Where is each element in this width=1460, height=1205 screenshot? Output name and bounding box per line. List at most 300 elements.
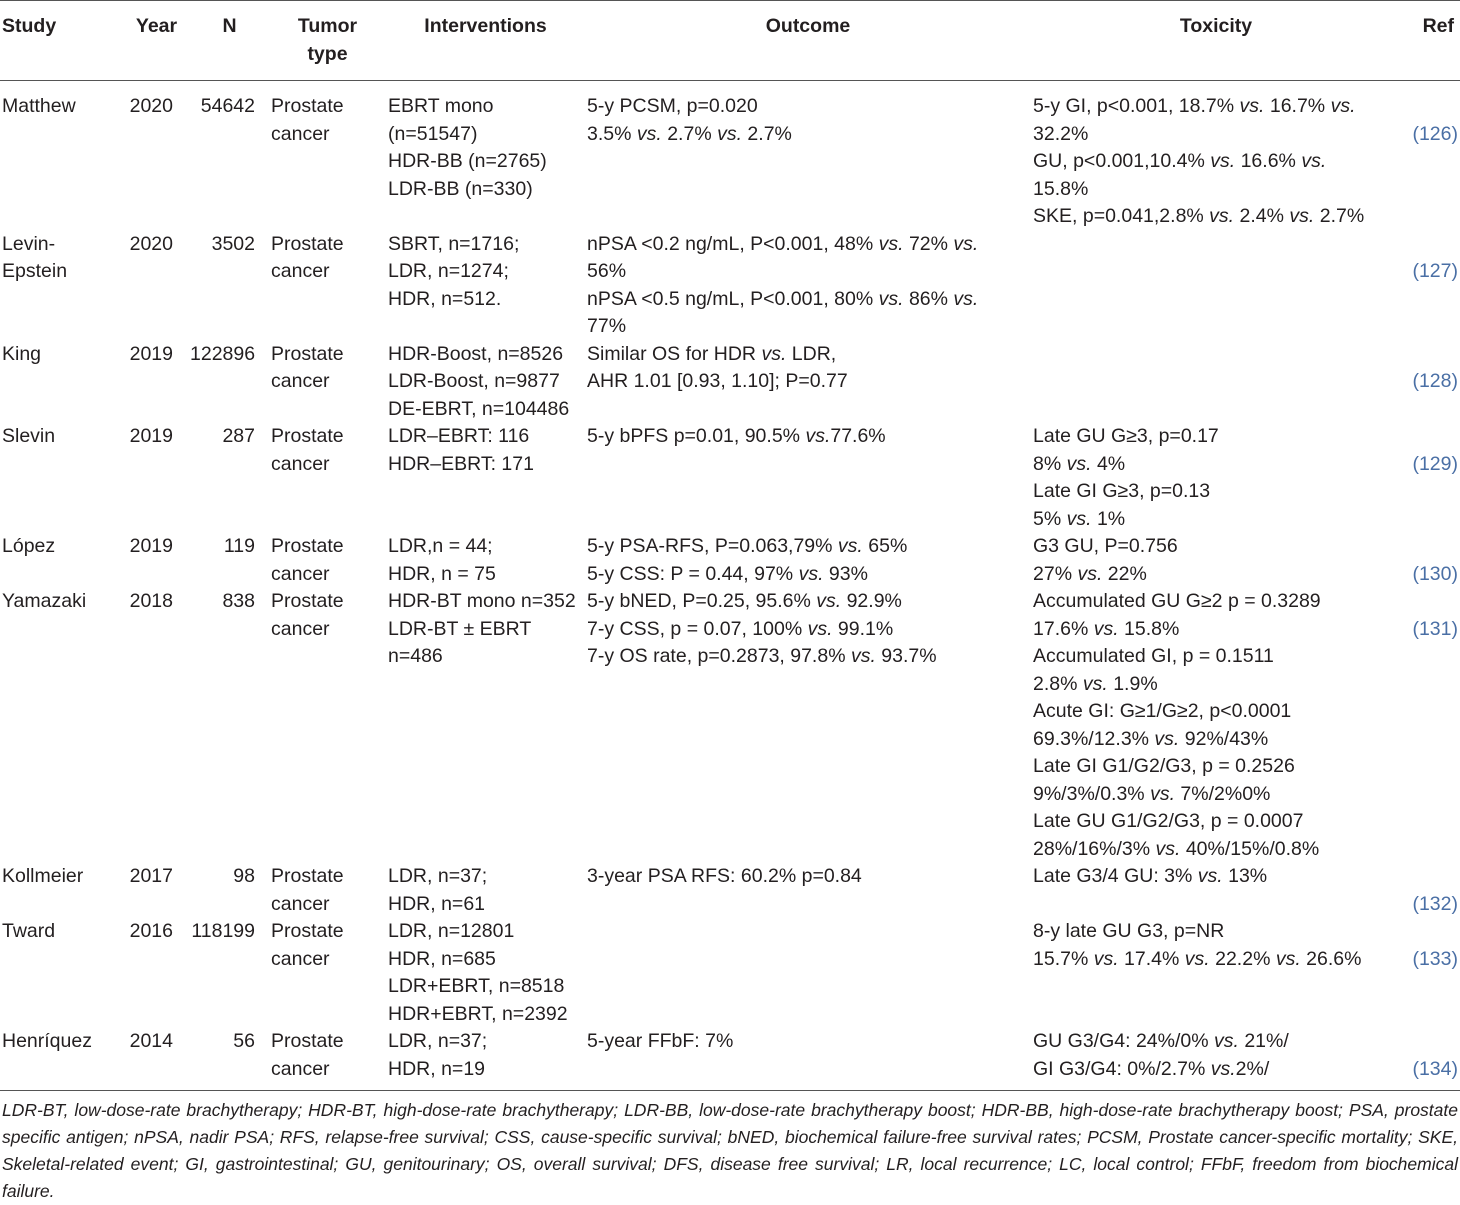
cell-study — [0, 81, 123, 231]
reference-link[interactable] — [1401, 231, 1460, 341]
text-run: 2.8% — [1033, 672, 1083, 695]
cell-interventions — [386, 341, 585, 424]
cell-outcome — [585, 588, 1031, 863]
cell-tumor-line: cancer — [271, 947, 330, 970]
text-run: 32.2% — [1033, 122, 1089, 145]
vs-text: vs. — [807, 617, 833, 640]
text-run: 13% — [1222, 865, 1268, 887]
cell-interventions — [386, 81, 585, 231]
reference-link[interactable] — [1401, 423, 1460, 533]
text-run: GU, p<0.001,10.4% — [1033, 150, 1211, 172]
text-run: 5-y bPFS p=0.01, 90.5% — [587, 425, 806, 447]
text-run: Acute GI: G≥1/G≥2, p<0.0001 — [1033, 700, 1292, 722]
header-ref: Ref — [1422, 15, 1454, 37]
cell-tumor-line: Prostate — [271, 342, 344, 365]
text-run: 93% — [823, 562, 868, 585]
text-run: SKE, p=0.041,2.8% — [1033, 205, 1210, 227]
reference-link[interactable] — [1401, 863, 1460, 918]
cell-toxicity-line — [1033, 148, 1401, 176]
cell-interventions-line: DE-EBRT, n=104486 — [388, 397, 570, 420]
text-run: 5% — [1033, 507, 1067, 530]
table-header — [0, 1, 1460, 81]
reference-number[interactable]: (134) — [1412, 1057, 1458, 1080]
vs-text: vs. — [1301, 150, 1327, 172]
header-tumor-type-line2: type — [307, 42, 348, 65]
cell-outcome — [585, 918, 1031, 1028]
text-run: Late G3/4 GU: 3% — [1033, 865, 1198, 887]
cell-study-line: Slevin — [2, 425, 56, 447]
cell-interventions-line: LDR-Boost, n=9877 — [388, 370, 560, 392]
text-run: 1% — [1091, 507, 1126, 530]
table-row — [0, 863, 1460, 918]
cell-study-line: Kollmeier — [2, 865, 84, 887]
vs-text: vs. — [1210, 1057, 1236, 1080]
text-run: Late GI G≥3, p=0.13 — [1033, 480, 1211, 502]
cell-interventions-line: n=486 — [388, 645, 443, 667]
text-run: 92.9% — [841, 590, 902, 612]
text-run: 2%/ — [1235, 1057, 1270, 1080]
cell-interventions-line: LDR, n=1274; — [388, 260, 509, 282]
cell-year: 2019 — [129, 342, 173, 365]
text-run: 17.4% — [1118, 947, 1185, 970]
text-run: 16.7% — [1264, 95, 1331, 117]
cell-toxicity — [1031, 423, 1401, 533]
reference-number[interactable]: (126) — [1412, 122, 1458, 145]
text-run: 1.9% — [1107, 672, 1158, 695]
cell-toxicity — [1031, 533, 1401, 588]
cell-outcome — [585, 423, 1031, 533]
cell-n: 118199 — [191, 920, 255, 942]
cell-outcome-line — [587, 121, 1031, 149]
vs-text: vs. — [1275, 947, 1301, 970]
cell-outcome — [585, 533, 1031, 588]
header-toxicity: Toxicity — [1179, 15, 1253, 37]
header-interventions: Interventions — [424, 15, 547, 37]
cell-toxicity-line — [1033, 203, 1401, 231]
vs-text: vs. — [1209, 205, 1235, 227]
text-run: 7%/2%0% — [1175, 782, 1271, 805]
cell-interventions-line: HDR, n=19 — [388, 1057, 486, 1080]
cell-tumor-line: cancer — [271, 1057, 330, 1080]
table-row — [0, 341, 1460, 424]
text-run: nPSA <0.5 ng/mL, P<0.001, 80% — [587, 287, 879, 310]
cell-outcome-line — [587, 423, 1031, 451]
cell-toxicity-line — [1033, 781, 1401, 809]
cell-toxicity-line — [1033, 451, 1401, 479]
cell-tumor — [269, 533, 386, 588]
text-run: 2.4% — [1234, 205, 1290, 227]
vs-text: vs. — [1150, 782, 1175, 805]
cell-n: 54642 — [200, 95, 255, 117]
vs-text: vs. — [1184, 947, 1210, 970]
text-run: 8% — [1033, 452, 1067, 475]
cell-study-line: Epstein — [2, 260, 68, 282]
cell-toxicity-line — [1033, 533, 1401, 561]
cell-toxicity-line — [1033, 753, 1401, 781]
cell-year: 2017 — [129, 865, 173, 887]
cell-n: 98 — [233, 865, 255, 887]
cell-tumor-line: cancer — [271, 452, 330, 475]
cell-study — [0, 918, 123, 1028]
cell-toxicity-line — [1033, 1056, 1401, 1084]
cell-interventions — [386, 1028, 585, 1091]
cell-toxicity — [1031, 863, 1401, 918]
cell-n: 838 — [222, 590, 255, 612]
cell-interventions — [386, 918, 585, 1028]
cell-toxicity — [1031, 341, 1401, 424]
cell-toxicity — [1031, 231, 1401, 341]
cell-interventions-line: HDR-Boost, n=8526 — [388, 342, 564, 365]
cell-outcome-line — [587, 561, 1031, 589]
text-run: 40%/15%/0.8% — [1180, 837, 1320, 860]
cell-year: 2016 — [129, 920, 173, 942]
cell-study — [0, 588, 123, 863]
table-row — [0, 231, 1460, 341]
text-run: 15.8% — [1033, 177, 1089, 200]
text-run: 77% — [587, 315, 627, 337]
cell-interventions-line: LDR+EBRT, n=8518 — [388, 975, 565, 997]
cell-interventions-line: LDR–EBRT: 116 — [388, 425, 530, 447]
cell-toxicity-line — [1033, 918, 1401, 946]
header-n: N — [222, 15, 237, 37]
cell-interventions-line: LDR-BT ± EBRT — [388, 617, 532, 640]
cell-year: 2020 — [129, 232, 173, 255]
cell-outcome — [585, 863, 1031, 918]
cell-interventions-line: LDR-BB (n=330) — [388, 177, 533, 200]
text-run: 5-y bNED, P=0.25, 95.6% — [587, 590, 817, 612]
text-run: 17.6% — [1033, 617, 1094, 640]
header-row — [0, 1, 1460, 81]
text-run: GU G3/G4: 24%/0% — [1033, 1030, 1214, 1052]
text-run: 3-year PSA RFS: 60.2% p=0.84 — [587, 865, 862, 887]
cell-tumor-line: Prostate — [271, 590, 344, 612]
cell-year: 2014 — [123, 1028, 190, 1091]
cell-tumor-line: cancer — [271, 122, 330, 145]
text-run: 5-y PCSM, p=0.020 — [587, 95, 758, 117]
vs-text: vs. — [878, 287, 904, 310]
vs-text: vs. — [1066, 452, 1092, 475]
table-row — [0, 918, 1460, 1028]
text-run: 15.8% — [1118, 617, 1180, 640]
table-row — [0, 1028, 1460, 1091]
vs-text: vs. — [1155, 837, 1181, 860]
text-run: 2.7% — [661, 122, 718, 145]
cell-tumor-line: Prostate — [271, 95, 344, 117]
cell-toxicity-line — [1033, 616, 1401, 644]
cell-study — [0, 423, 123, 533]
reference-number[interactable]: (131) — [1412, 617, 1458, 640]
cell-outcome-line — [587, 533, 1031, 561]
text-run: 5-y PSA-RFS, P=0.063,79% — [587, 535, 838, 557]
text-run: 22% — [1102, 562, 1147, 585]
cell-interventions-line: HDR-BB (n=2765) — [388, 150, 547, 172]
cell-interventions-line: HDR, n=61 — [388, 892, 486, 915]
reference-number[interactable]: (130) — [1412, 562, 1458, 585]
text-run: 77.6% — [830, 425, 886, 447]
reference-link[interactable] — [1401, 588, 1460, 863]
text-run: 2.7% — [1314, 205, 1365, 227]
cell-study-line: Matthew — [2, 95, 76, 117]
cell-interventions-line: HDR, n = 75 — [388, 562, 496, 585]
cell-toxicity — [1031, 918, 1401, 1028]
text-run: GI G3/G4: 0%/2.7% — [1033, 1057, 1211, 1080]
vs-text: vs. — [798, 562, 824, 585]
cell-interventions — [386, 423, 585, 533]
cell-toxicity-line — [1033, 588, 1401, 616]
cell-toxicity-line — [1033, 478, 1401, 506]
cell-interventions-line: HDR+EBRT, n=2392 — [388, 1002, 568, 1025]
vs-text: vs. — [878, 232, 904, 255]
cell-toxicity-line — [1033, 671, 1401, 699]
cell-toxicity-line — [1033, 836, 1401, 864]
reference-number[interactable]: (129) — [1412, 452, 1458, 475]
cell-outcome-line — [587, 1028, 1031, 1056]
cell-toxicity — [1031, 588, 1401, 863]
cell-study — [0, 341, 123, 424]
text-run: 72% — [903, 232, 954, 255]
cell-outcome-line — [587, 368, 1031, 396]
cell-tumor — [269, 863, 386, 918]
reference-number[interactable]: (133) — [1412, 947, 1458, 970]
text-run: 9%/3%/0.3% — [1033, 782, 1151, 805]
cell-year: 2018 — [129, 590, 173, 612]
cell-tumor-line: Prostate — [271, 1030, 344, 1052]
text-run: Late GI G1/G2/G3, p = 0.2526 — [1033, 755, 1295, 777]
cell-interventions-line: HDR–EBRT: 171 — [388, 452, 534, 475]
text-run: 5-y CSS: P = 0.44, 97% — [587, 562, 799, 585]
text-run: nPSA <0.2 ng/mL, P<0.001, 48% — [587, 232, 879, 255]
cell-toxicity-line — [1033, 506, 1401, 534]
cell-outcome-line — [587, 258, 1031, 286]
text-run: 22.2% — [1209, 947, 1276, 970]
text-run: 5-year FFbF: 7% — [587, 1030, 734, 1052]
cell-tumor-line: cancer — [271, 562, 330, 585]
cell-interventions-line: LDR, n=12801 — [388, 920, 515, 942]
cell-toxicity-line — [1033, 698, 1401, 726]
table-row — [0, 588, 1460, 863]
cell-toxicity-line — [1033, 1028, 1401, 1056]
vs-text: vs. — [837, 535, 863, 557]
cell-year: 2019 — [129, 535, 173, 557]
vs-text: vs. — [636, 122, 662, 145]
cell-study-line: Yamazaki — [2, 590, 87, 612]
text-run: 16.6% — [1235, 150, 1302, 172]
cell-outcome-line — [587, 93, 1031, 121]
vs-text: vs. — [953, 287, 979, 310]
cell-toxicity-line — [1033, 423, 1401, 451]
cell-interventions-line: HDR, n=512. — [388, 287, 502, 310]
reference-number[interactable]: (127) — [1412, 260, 1458, 282]
cell-tumor-line: Prostate — [271, 535, 344, 557]
cell-outcome-line — [587, 616, 1031, 644]
vs-text: vs. — [761, 342, 787, 365]
text-run: LDR, — [786, 342, 837, 365]
cell-study-line: Levin- — [2, 232, 56, 255]
cell-year: 2020 — [129, 95, 173, 117]
cell-outcome-line — [587, 231, 1031, 259]
cell-study — [0, 533, 123, 588]
vs-text: vs. — [1330, 95, 1356, 117]
text-run: 93.7% — [875, 645, 937, 667]
cell-toxicity-line — [1033, 808, 1401, 836]
vs-text: vs. — [1077, 562, 1103, 585]
text-run: 21%/ — [1238, 1030, 1289, 1052]
vs-text: vs. — [717, 122, 743, 145]
cell-n: 119 — [223, 535, 255, 557]
cell-tumor — [269, 81, 386, 231]
cell-outcome-line — [587, 286, 1031, 314]
cell-tumor — [269, 423, 386, 533]
reference-link[interactable] — [1401, 81, 1460, 231]
cell-toxicity-line — [1033, 643, 1401, 671]
cell-outcome — [585, 1028, 1031, 1091]
vs-text: vs. — [1289, 205, 1315, 227]
header-year: Year — [135, 15, 178, 37]
cell-toxicity-line — [1033, 561, 1401, 589]
cell-study — [0, 1028, 123, 1091]
cell-tumor — [269, 1028, 386, 1091]
text-run: Similar OS for HDR — [587, 342, 762, 365]
text-run: 15.7% — [1033, 947, 1094, 970]
text-run: 69.3%/12.3% — [1033, 727, 1155, 750]
cell-interventions — [386, 231, 585, 341]
cell-tumor-line: Prostate — [271, 232, 344, 255]
cell-toxicity — [1031, 1028, 1401, 1091]
header-outcome: Outcome — [765, 15, 851, 37]
text-run: 7-y CSS, p = 0.07, 100% — [587, 617, 808, 640]
cell-n: 3502 — [211, 232, 255, 255]
cell-outcome — [585, 231, 1031, 341]
text-run: 3.5% — [587, 122, 637, 145]
text-run: 99.1% — [832, 617, 894, 640]
reference-number[interactable]: (132) — [1412, 892, 1458, 915]
text-run: 28%/16%/3% — [1033, 837, 1156, 860]
text-run: 5-y GI, p<0.001, 18.7% — [1033, 95, 1240, 117]
reference-link[interactable] — [1401, 918, 1460, 1028]
cell-year: 2019 — [129, 425, 173, 447]
cell-interventions-line: LDR,n = 44; — [388, 535, 493, 557]
cell-outcome-line — [587, 588, 1031, 616]
cell-outcome-line — [587, 863, 1031, 891]
cell-tumor-line: cancer — [271, 892, 330, 915]
cell-tumor — [269, 588, 386, 863]
cell-toxicity-line — [1033, 176, 1401, 204]
cell-interventions-line: HDR-BT mono n=352 — [388, 590, 576, 612]
vs-text: vs. — [1154, 727, 1180, 750]
cell-interventions-line: SBRT, n=1716; — [388, 232, 520, 255]
vs-text: vs. — [850, 645, 876, 667]
table-row — [0, 81, 1460, 231]
text-run: 86% — [903, 287, 954, 310]
cell-toxicity-line — [1033, 93, 1401, 121]
reference-link[interactable] — [1401, 1028, 1460, 1091]
table-body — [0, 81, 1460, 1091]
reference-link[interactable] — [1401, 533, 1460, 588]
cell-outcome — [585, 81, 1031, 231]
cell-tumor-line: Prostate — [271, 425, 344, 447]
cell-study-line: López — [2, 535, 56, 557]
cell-tumor-line: cancer — [271, 260, 330, 282]
vs-text: vs. — [1214, 1030, 1239, 1052]
cell-interventions-line: HDR, n=685 — [388, 947, 496, 970]
reference-link[interactable] — [1401, 341, 1460, 424]
cell-outcome-line — [587, 643, 1031, 671]
text-run: 8-y late GU G3, p=NR — [1033, 920, 1225, 942]
cell-toxicity-line — [1033, 726, 1401, 754]
text-run: 92%/43% — [1179, 727, 1269, 750]
table-footnote: LDR-BT, low-dose-rate brachytherapy; HDR-BT, high-dose-rate brachytherapy; LDR-BB, low-dose-rate brachytherapy boost; HDR-BB, high-dose-rate brachytherapy boost; PSA, prostate specific antigen; nPSA, nadir PSA; RFS, relapse-free survival; CSS, cause-specific survival; bNED, biochemical failure-free survival rates; PCSM, Prostate cancer-specific mortality; SKE, Skeletal-related event; GI, gastrointestinal; GU, genitourinary; OS, overall survival; DFS, disease free survival; LR, local recurrence; LC, local control; FFbF, freedom from biochemical failure. — [2, 1100, 1458, 1201]
cell-interventions-line: EBRT mono — [388, 95, 494, 117]
cell-study — [0, 231, 123, 341]
table-row — [0, 423, 1460, 533]
cell-interventions — [386, 533, 585, 588]
vs-text: vs. — [1082, 672, 1108, 695]
cell-outcome-line — [587, 341, 1031, 369]
text-run: 2.7% — [742, 122, 792, 145]
cell-n: 122896 — [190, 342, 256, 365]
reference-number[interactable]: (128) — [1412, 370, 1458, 392]
text-run: Accumulated GI, p = 0.1511 — [1033, 645, 1274, 667]
vs-text: vs. — [1093, 947, 1119, 970]
vs-text: vs. — [1093, 617, 1119, 640]
cell-study-line: King — [2, 342, 42, 365]
vs-text: vs. — [1197, 865, 1223, 887]
cell-interventions-line: LDR, n=37; — [388, 1030, 488, 1052]
text-run: G3 GU, P=0.756 — [1033, 535, 1178, 557]
cell-tumor-line: Prostate — [271, 865, 344, 887]
header-study: Study — [2, 15, 57, 37]
cell-tumor-line: cancer — [271, 370, 330, 392]
cell-toxicity-line — [1033, 121, 1401, 149]
cell-tumor — [269, 918, 386, 1028]
cell-study — [0, 863, 123, 918]
cell-outcome-line — [587, 313, 1031, 341]
cell-tumor — [269, 341, 386, 424]
cell-tumor-line: Prostate — [271, 920, 344, 942]
text-run: 27% — [1033, 562, 1078, 585]
vs-text: vs. — [805, 425, 831, 447]
cell-outcome — [585, 341, 1031, 424]
text-run: 56% — [587, 260, 627, 282]
cell-toxicity — [1031, 81, 1401, 231]
text-run: 4% — [1091, 452, 1126, 475]
cell-interventions-line: (n=51547) — [388, 122, 478, 145]
cell-n: 56 — [190, 1028, 269, 1091]
cell-tumor — [269, 231, 386, 341]
cell-study-line: Tward — [2, 920, 56, 942]
text-run: 7-y OS rate, p=0.2873, 97.8% — [587, 645, 851, 667]
cell-interventions-line: LDR, n=37; — [388, 865, 488, 887]
text-run: Late GU G≥3, p=0.17 — [1033, 425, 1219, 447]
cell-study-line: Henríquez — [2, 1030, 92, 1052]
cell-toxicity-line — [1033, 946, 1401, 974]
header-tumor-type — [269, 1, 386, 81]
vs-text: vs. — [953, 232, 979, 255]
cell-toxicity-line — [1033, 863, 1401, 891]
text-run: 26.6% — [1300, 947, 1362, 970]
vs-text: vs. — [1066, 507, 1092, 530]
vs-text: vs. — [1239, 95, 1265, 117]
cell-interventions — [386, 588, 585, 863]
text-run: Late GU G1/G2/G3, p = 0.0007 — [1033, 810, 1304, 832]
table-row — [0, 533, 1460, 588]
cell-tumor-line: cancer — [271, 617, 330, 640]
cell-interventions — [386, 863, 585, 918]
text-run: Accumulated GU G≥2 p = 0.3289 — [1033, 590, 1321, 612]
vs-text: vs. — [816, 590, 842, 612]
text-run: AHR 1.01 [0.93, 1.10]; P=0.77 — [587, 370, 848, 392]
text-run: 65% — [862, 535, 908, 557]
